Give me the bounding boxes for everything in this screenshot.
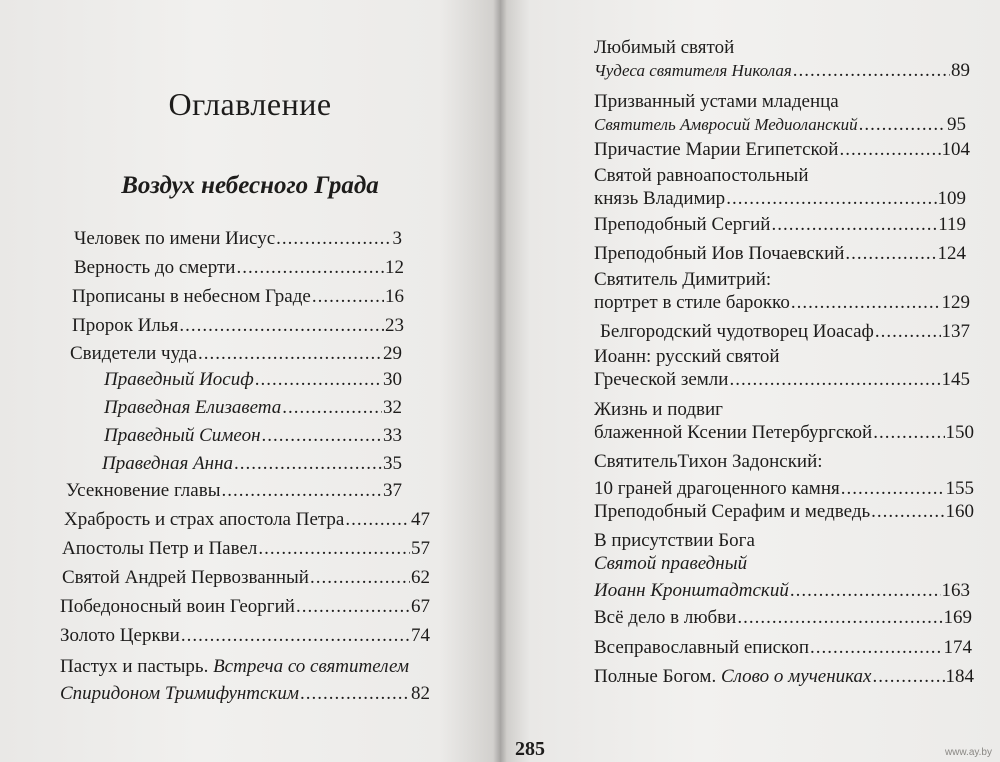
toc-entry: Всё дело в любви ..... 169: [594, 606, 972, 629]
toc-entry: Преподобный Сергий ..... 119: [594, 213, 966, 236]
toc-entry: Верность до смерти ..... 12: [74, 256, 404, 279]
toc-entry: Победоносный воин Георгий ..... 67: [60, 595, 430, 618]
book-gutter: [493, 0, 507, 762]
section-title: Воздух небесного Града: [121, 172, 379, 199]
toc-entry: Иоанн: русский святой Греческой земли ..... 145: [594, 345, 970, 391]
toc-entry: Святитель Димитрий: портрет в стиле барокко ..... 129: [594, 268, 970, 314]
toc-subentry: Праведный Иосиф ..... 30: [104, 368, 402, 391]
toc-entry: Пророк Илья ..... 23: [72, 314, 404, 337]
toc-entry: В присутствии Бога Святой праведный Иоанн Кронштадтский ..... 163: [594, 529, 970, 602]
toc-entry: Призванный устами младенца Святитель Амвросий Медиоланский ..... 95: [594, 90, 966, 136]
toc-entry: Белгородский чудотворец Иоасаф ..... 137: [600, 320, 970, 343]
page-number: 285: [515, 738, 545, 760]
toc-entry: Прописаны в небесном Граде ..... 16: [72, 285, 404, 308]
toc-subentry: Праведная Анна ..... 35: [102, 452, 402, 475]
toc-heading: Оглавление: [168, 86, 332, 122]
toc-entry: Причастие Марии Египетской ..... 104: [594, 138, 970, 161]
toc-subentry: Праведный Симеон ..... 33: [104, 424, 402, 447]
toc-entry: Человек по имени Иисус ..... 3: [74, 227, 402, 250]
toc-entry: Усекновение главы ..... 37: [66, 479, 402, 502]
toc-subentry: Праведная Елизавета ..... 32: [104, 396, 402, 419]
toc-entry: Преподобный Серафим и медведь ..... 160: [594, 500, 974, 523]
toc-entry: Святой Андрей Первозванный ..... 62: [62, 566, 430, 589]
toc-list-right: [500, 0, 1000, 762]
site-watermark: www.ay.by: [944, 747, 992, 758]
toc-entry: Свидетели чуда ..... 29: [70, 342, 402, 365]
toc-entry: Золото Церкви ..... 74: [60, 624, 430, 647]
toc-entry: Пастух и пастырь. Встреча со святителем Спиридоном Тримифунтским ..... 82: [60, 655, 430, 705]
toc-entry: Полные Богом. Слово о мучениках ..... 184: [594, 665, 974, 688]
toc-entry: СвятительТихон Задонский: 10 граней драгоценного камня ..... 155: [594, 450, 974, 500]
toc-entry: Любимый святой Чудеса святителя Николая ..... 89: [594, 36, 970, 82]
toc-entry: Апостолы Петр и Павел ..... 57: [62, 537, 430, 560]
toc-entry: Преподобный Иов Почаевский ..... 124: [594, 242, 966, 265]
toc-entry: Жизнь и подвиг блаженной Ксении Петербургской ..... 150: [594, 398, 974, 444]
toc-entry: Святой равноапостольный князь Владимир ..... 109: [594, 164, 966, 210]
right-page: [500, 0, 1000, 762]
toc-entry: Храбрость и страх апостола Петра ..... 47: [64, 508, 430, 531]
toc-entry: Всеправославный епископ ..... 174: [594, 636, 972, 659]
